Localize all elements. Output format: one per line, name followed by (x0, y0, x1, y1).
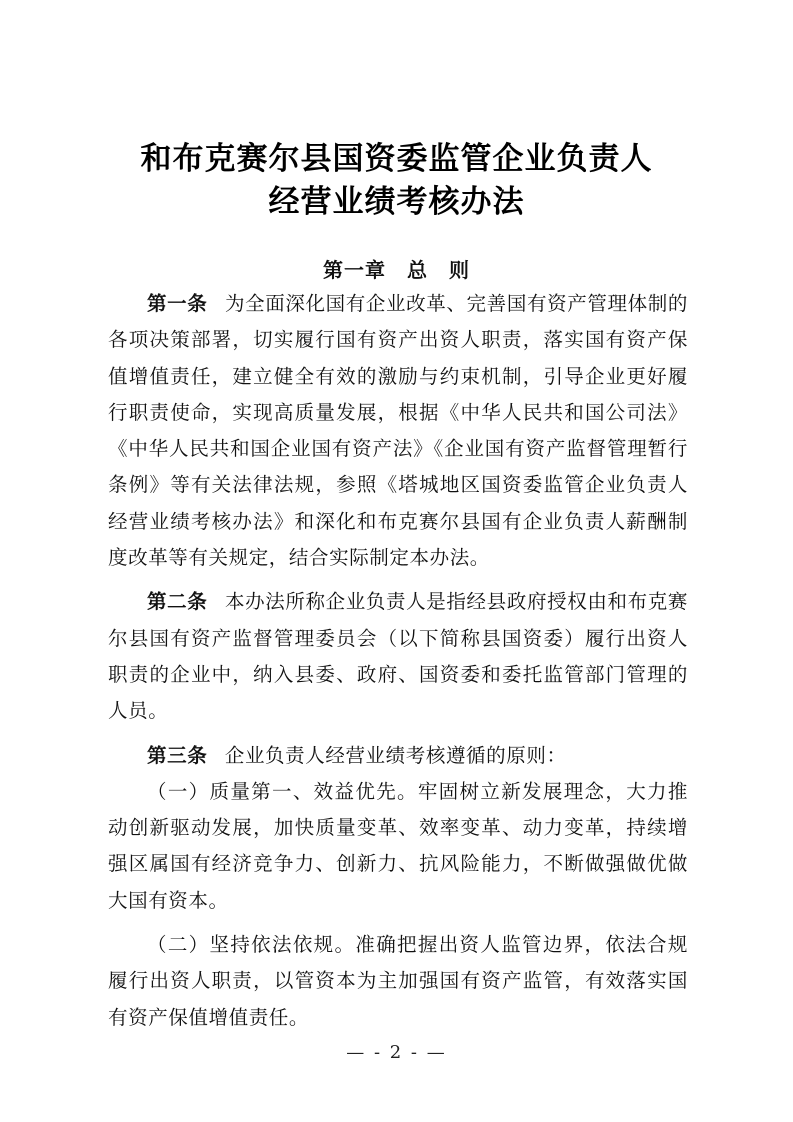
article-2 (108, 584, 688, 729)
article-2-text: 本办法所称企业负责人是指经县政府授权由和布克赛尔县国有资产监督管理委员会（以下简称县国资委）履行出资人职责的企业中，纳入县委、政府、国资委和委托监管部门管理的人员。 (108, 590, 688, 723)
article-2-label: 第二条 (147, 590, 208, 614)
principle-1: （一）质量第一、效益优先。牢固树立新发展理念，大力推动创新驱动发展，加快质量变革、效率变革、动力变革，持续增强区属国有经济竞争力、创新力、抗风险能力，不断做强做优做大国有资本。 (108, 779, 688, 912)
article-1 (108, 286, 688, 576)
document-title-line-2: 经营业绩考核办法 (268, 184, 525, 220)
article-3-label: 第三条 (147, 743, 208, 767)
page-number: — - 2 - — (346, 1042, 447, 1063)
article-1-text: 为全面深化国有企业改革、完善国有资产管理体制的各项决策部署，切实履行国有资产出资人职责，落实国有资产保值增值责任，建立健全有效的激励与约束机制，引导企业更好履行职责使命，实现高质量发展，根据《中华人民共和国公司法》《中华人民共和国企业国有资产法》《企业国有资产监督管理暂行条例》等有关法律法规，参照《塔城地区国资委监管企业负责人经营业绩考核办法》和深化和布克赛尔县国有企业负责人薪酬制度改革等有关规定，结合实际制定本办法。 (108, 292, 688, 570)
principle-2: （二）坚持依法依规。准确把握出资人监管边界，依法合规履行出资人职责，以管资本为主加强国有资产监管，有效落实国有资产保值增值责任。 (108, 933, 688, 1029)
document-title-line-1: 和布克赛尔县国资委监管企业负责人 (140, 141, 653, 177)
article-3-text: 企业负责人经营业绩考核遵循的原则： (224, 743, 567, 767)
chapter-heading: 第一章 总 则 (323, 258, 470, 282)
document-body (108, 286, 688, 1036)
article-1-label: 第一条 (147, 292, 208, 315)
article-3 (108, 738, 688, 774)
